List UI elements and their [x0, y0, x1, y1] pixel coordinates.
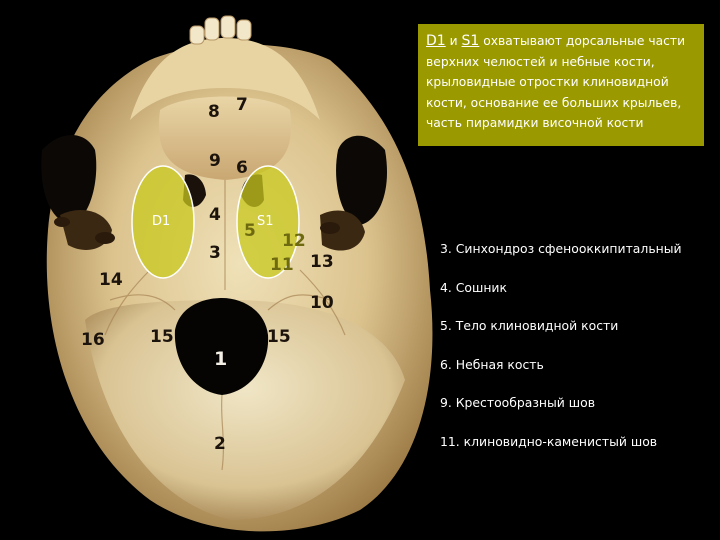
label-2: 2 — [214, 434, 226, 454]
label-11: 11 — [270, 255, 294, 275]
label-1: 1 — [214, 348, 228, 370]
label-10: 10 — [310, 293, 334, 313]
label-12: 12 — [282, 231, 306, 251]
info-conjunction: и — [449, 34, 458, 48]
info-text: охватывают дорсальные части верхних челюстей и небные кости, крыловидные отростки клиновидной кости, основание ее больших крыльев, часть пирамидки височной кости — [426, 34, 686, 130]
label-15-right: 15 — [267, 327, 291, 347]
label-13: 13 — [310, 252, 334, 272]
zone-d1-label: D1 — [152, 214, 171, 229]
legend-item: 9. Крестообразный шов — [440, 395, 596, 410]
label-14: 14 — [99, 270, 123, 290]
label-15-left: 15 — [150, 327, 174, 347]
legend-list — [440, 240, 682, 471]
legend-item: 6. Небная кость — [440, 356, 544, 372]
label-3: 3 — [209, 243, 221, 263]
legend-item: 5. Тело клиновидной кости — [440, 318, 619, 333]
info-box — [418, 24, 704, 146]
label-7: 7 — [236, 95, 248, 115]
info-code-d1: D1 — [426, 33, 446, 49]
zone-s1-label: S1 — [257, 214, 274, 229]
legend-item: 3. Синхондроз сфенооккипитальный — [440, 241, 682, 256]
legend-item: 4. Сошник — [440, 279, 507, 295]
label-9: 9 — [209, 151, 221, 171]
label-16: 16 — [81, 330, 105, 350]
legend-item: 11. клиновидно-каменистый шов — [440, 433, 658, 449]
info-code-s1: S1 — [461, 33, 480, 49]
label-6: 6 — [236, 158, 248, 178]
label-5: 5 — [244, 221, 256, 241]
label-8: 8 — [208, 102, 220, 122]
label-4: 4 — [209, 205, 221, 225]
